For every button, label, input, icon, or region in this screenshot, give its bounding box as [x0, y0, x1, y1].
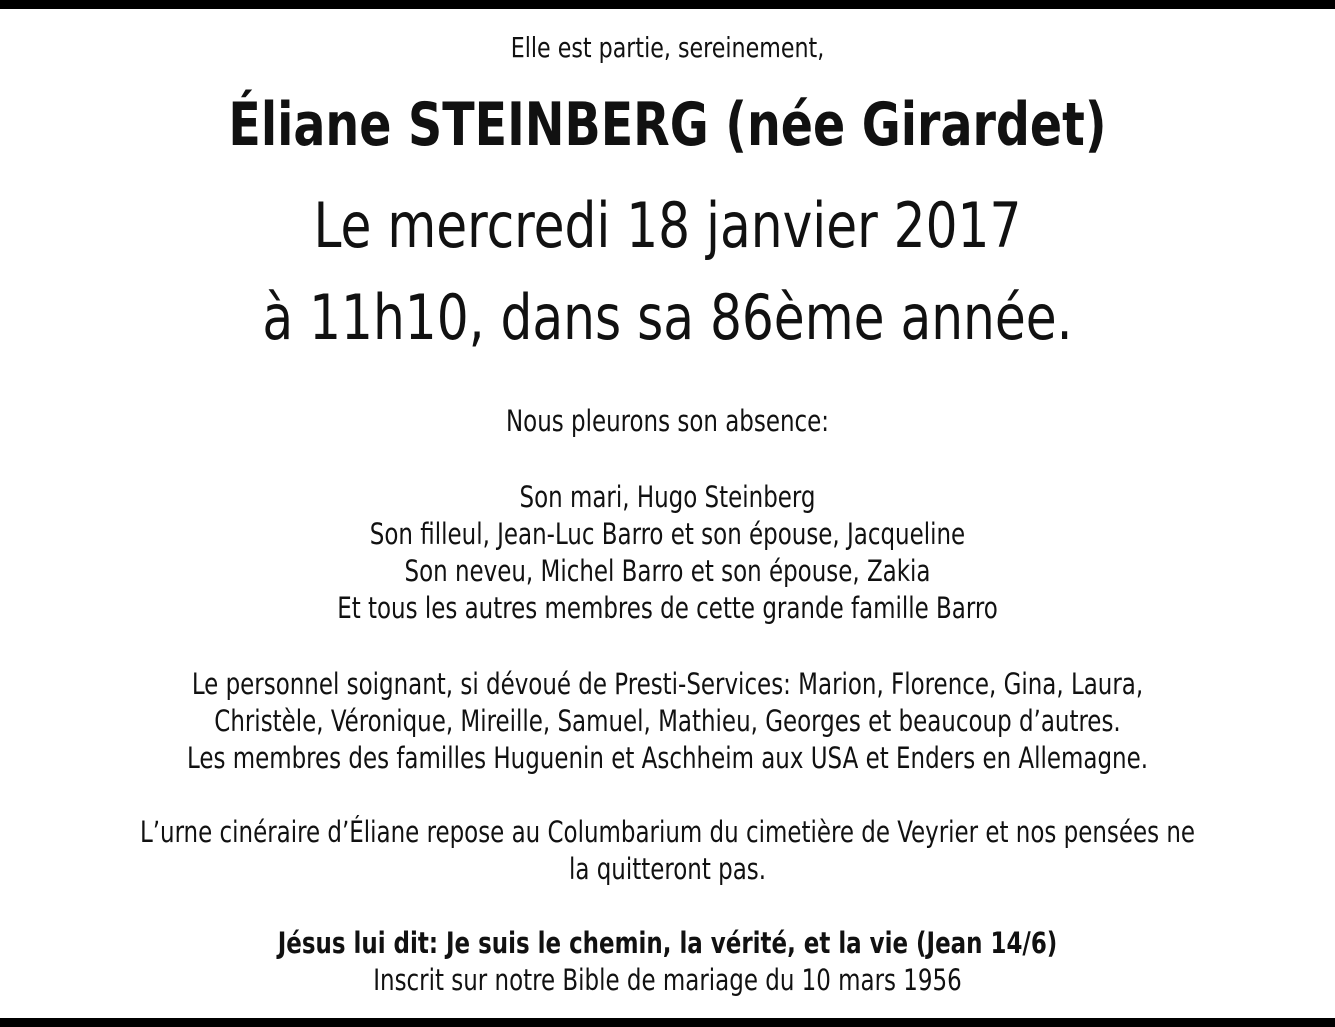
deceased-name: Éliane STEINBERG (née Girardet): [228, 90, 1107, 160]
family-line: Son filleul, Jean-Luc Barro et son épouse, Jacqueline: [369, 517, 966, 551]
mourners-heading: Nous pleurons son absence:: [505, 404, 830, 438]
top-border: [0, 0, 1335, 9]
urn-line: L’urne cinéraire d’Éliane repose au Columbarium du cimetière de Veyrier et nos pensées ne: [139, 815, 1196, 849]
others-line: Christèle, Véronique, Mireille, Samuel, Mathieu, Georges et beaucoup d’autres.: [214, 704, 1121, 738]
bible-verse: Jésus lui dit: Je suis le chemin, la vérité, et la vie (Jean 14/6): [277, 926, 1058, 960]
verse-note: Inscrit sur notre Bible de mariage du 10 mars 1956: [373, 963, 962, 997]
others-line: Les membres des familles Huguenin et Aschheim aux USA et Enders en Allemagne.: [186, 741, 1149, 775]
family-line: Son neveu, Michel Barro et son épouse, Zakia: [404, 554, 931, 588]
death-time-age: à 11h10, dans sa 86ème année.: [262, 281, 1073, 354]
intro-text: Elle est partie, sereinement,: [510, 31, 825, 64]
death-date: Le mercredi 18 janvier 2017: [313, 189, 1022, 262]
family-line: Et tous les autres membres de cette grande famille Barro: [337, 591, 998, 625]
family-line: Son mari, Hugo Steinberg: [519, 480, 816, 514]
bottom-border: [0, 1018, 1335, 1027]
urn-line: la quitteront pas.: [568, 852, 767, 886]
others-line: Le personnel soignant, si dévoué de Presti-Services: Marion, Florence, Gina, Laura,: [191, 667, 1144, 701]
